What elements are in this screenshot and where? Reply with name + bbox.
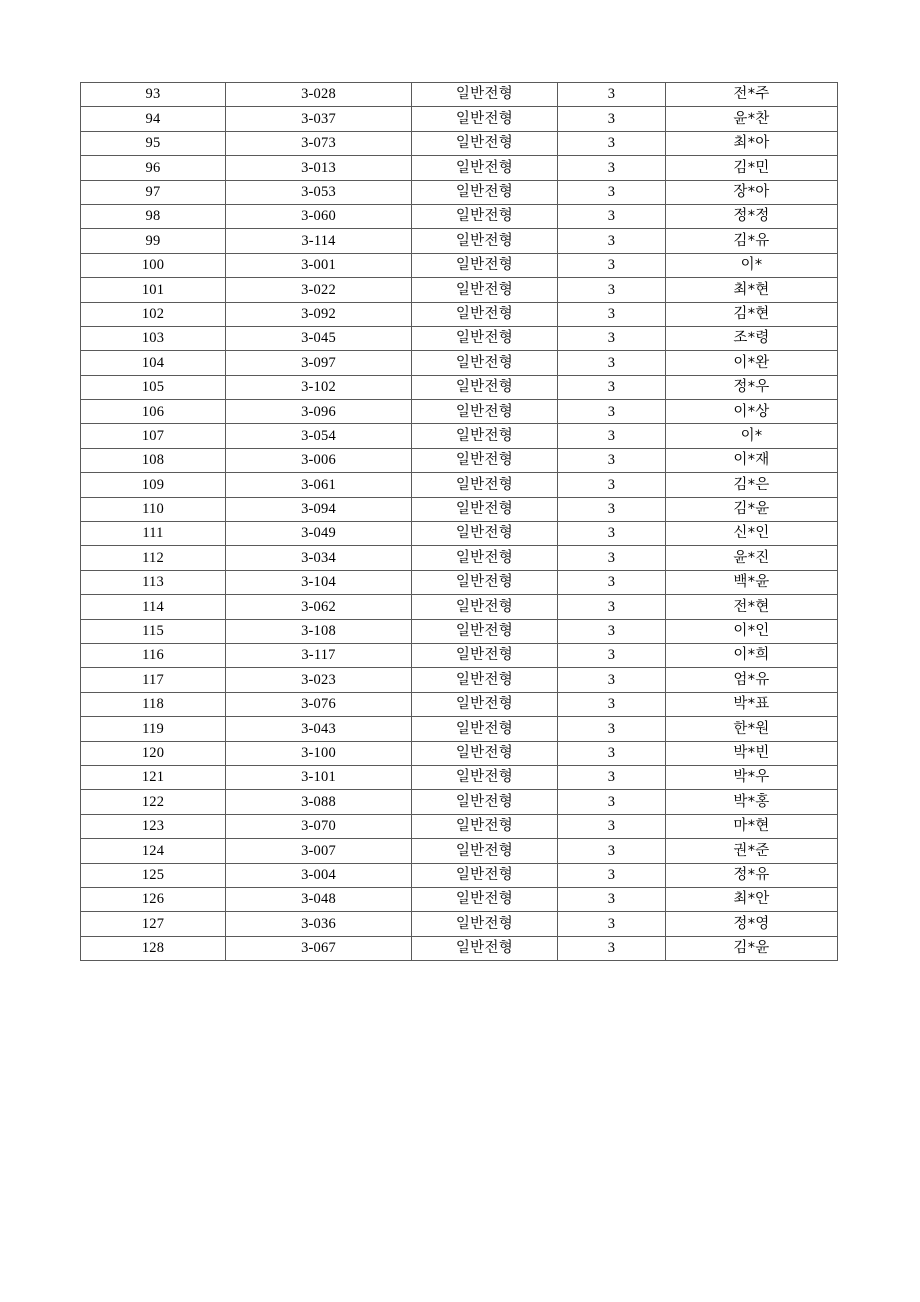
cell-applicant-id: 3-100 <box>226 741 412 765</box>
cell-applicant-name: 박*홍 <box>666 790 838 814</box>
table-row <box>81 497 838 521</box>
cell-sequence-number: 120 <box>81 741 226 765</box>
cell-applicant-name: 전*현 <box>666 595 838 619</box>
cell-admission-type: 일반전형 <box>412 717 558 741</box>
cell-admission-type: 일반전형 <box>412 595 558 619</box>
table-row <box>81 595 838 619</box>
cell-sequence-number: 102 <box>81 302 226 326</box>
cell-applicant-id: 3-007 <box>226 839 412 863</box>
cell-applicant-name: 이* <box>666 424 838 448</box>
cell-applicant-id: 3-060 <box>226 204 412 228</box>
cell-sequence-number: 110 <box>81 497 226 521</box>
cell-grade-level: 3 <box>558 156 666 180</box>
cell-sequence-number: 109 <box>81 473 226 497</box>
cell-applicant-id: 3-001 <box>226 253 412 277</box>
cell-admission-type: 일반전형 <box>412 351 558 375</box>
cell-admission-type: 일반전형 <box>412 83 558 107</box>
cell-applicant-id: 3-004 <box>226 863 412 887</box>
table-row <box>81 887 838 911</box>
cell-admission-type: 일반전형 <box>412 156 558 180</box>
table-row <box>81 83 838 107</box>
cell-applicant-id: 3-034 <box>226 546 412 570</box>
cell-applicant-name: 이*상 <box>666 400 838 424</box>
cell-sequence-number: 98 <box>81 204 226 228</box>
table-row <box>81 204 838 228</box>
cell-applicant-id: 3-097 <box>226 351 412 375</box>
cell-applicant-name: 박*빈 <box>666 741 838 765</box>
cell-applicant-name: 최*아 <box>666 131 838 155</box>
cell-applicant-name: 김*윤 <box>666 936 838 960</box>
cell-grade-level: 3 <box>558 522 666 546</box>
cell-applicant-name: 최*안 <box>666 887 838 911</box>
table-row <box>81 790 838 814</box>
cell-grade-level: 3 <box>558 936 666 960</box>
cell-admission-type: 일반전형 <box>412 790 558 814</box>
cell-grade-level: 3 <box>558 887 666 911</box>
cell-sequence-number: 117 <box>81 668 226 692</box>
cell-admission-type: 일반전형 <box>412 424 558 448</box>
cell-sequence-number: 116 <box>81 643 226 667</box>
cell-admission-type: 일반전형 <box>412 887 558 911</box>
table-row <box>81 570 838 594</box>
cell-applicant-id: 3-045 <box>226 326 412 350</box>
cell-applicant-name: 정*우 <box>666 375 838 399</box>
cell-admission-type: 일반전형 <box>412 229 558 253</box>
cell-applicant-id: 3-102 <box>226 375 412 399</box>
cell-applicant-id: 3-101 <box>226 765 412 789</box>
cell-sequence-number: 107 <box>81 424 226 448</box>
cell-grade-level: 3 <box>558 814 666 838</box>
table-row <box>81 668 838 692</box>
cell-grade-level: 3 <box>558 912 666 936</box>
cell-applicant-name: 박*표 <box>666 692 838 716</box>
cell-sequence-number: 104 <box>81 351 226 375</box>
cell-admission-type: 일반전형 <box>412 131 558 155</box>
cell-admission-type: 일반전형 <box>412 546 558 570</box>
cell-grade-level: 3 <box>558 278 666 302</box>
cell-admission-type: 일반전형 <box>412 302 558 326</box>
cell-sequence-number: 127 <box>81 912 226 936</box>
cell-applicant-name: 이*희 <box>666 643 838 667</box>
cell-applicant-id: 3-073 <box>226 131 412 155</box>
cell-applicant-id: 3-054 <box>226 424 412 448</box>
cell-grade-level: 3 <box>558 375 666 399</box>
table-row <box>81 717 838 741</box>
cell-admission-type: 일반전형 <box>412 863 558 887</box>
table-row <box>81 351 838 375</box>
table-row <box>81 424 838 448</box>
cell-grade-level: 3 <box>558 204 666 228</box>
cell-applicant-id: 3-023 <box>226 668 412 692</box>
cell-applicant-name: 김*현 <box>666 302 838 326</box>
cell-admission-type: 일반전형 <box>412 619 558 643</box>
cell-applicant-name: 장*아 <box>666 180 838 204</box>
cell-sequence-number: 108 <box>81 448 226 472</box>
cell-admission-type: 일반전형 <box>412 570 558 594</box>
cell-sequence-number: 118 <box>81 692 226 716</box>
table-row <box>81 400 838 424</box>
cell-applicant-id: 3-096 <box>226 400 412 424</box>
table-row <box>81 156 838 180</box>
table-row <box>81 643 838 667</box>
cell-applicant-name: 김*윤 <box>666 497 838 521</box>
table-row <box>81 619 838 643</box>
cell-sequence-number: 97 <box>81 180 226 204</box>
cell-grade-level: 3 <box>558 180 666 204</box>
cell-admission-type: 일반전형 <box>412 839 558 863</box>
cell-sequence-number: 103 <box>81 326 226 350</box>
cell-sequence-number: 101 <box>81 278 226 302</box>
table-row <box>81 839 838 863</box>
cell-applicant-name: 정*영 <box>666 912 838 936</box>
cell-sequence-number: 94 <box>81 107 226 131</box>
cell-grade-level: 3 <box>558 692 666 716</box>
cell-sequence-number: 100 <box>81 253 226 277</box>
table-row <box>81 473 838 497</box>
cell-applicant-name: 김*민 <box>666 156 838 180</box>
cell-grade-level: 3 <box>558 229 666 253</box>
cell-grade-level: 3 <box>558 668 666 692</box>
cell-applicant-id: 3-061 <box>226 473 412 497</box>
cell-admission-type: 일반전형 <box>412 107 558 131</box>
table-row <box>81 936 838 960</box>
cell-applicant-id: 3-070 <box>226 814 412 838</box>
cell-applicant-name: 권*준 <box>666 839 838 863</box>
cell-admission-type: 일반전형 <box>412 497 558 521</box>
cell-sequence-number: 114 <box>81 595 226 619</box>
cell-admission-type: 일반전형 <box>412 253 558 277</box>
cell-grade-level: 3 <box>558 448 666 472</box>
roster-table <box>80 82 838 961</box>
cell-applicant-name: 마*현 <box>666 814 838 838</box>
cell-grade-level: 3 <box>558 424 666 448</box>
cell-applicant-id: 3-049 <box>226 522 412 546</box>
cell-admission-type: 일반전형 <box>412 692 558 716</box>
cell-applicant-id: 3-013 <box>226 156 412 180</box>
cell-grade-level: 3 <box>558 253 666 277</box>
cell-grade-level: 3 <box>558 570 666 594</box>
cell-grade-level: 3 <box>558 326 666 350</box>
table-row <box>81 229 838 253</box>
cell-applicant-name: 한*원 <box>666 717 838 741</box>
cell-applicant-name: 조*령 <box>666 326 838 350</box>
cell-applicant-id: 3-006 <box>226 448 412 472</box>
cell-admission-type: 일반전형 <box>412 912 558 936</box>
cell-admission-type: 일반전형 <box>412 204 558 228</box>
cell-applicant-name: 이*완 <box>666 351 838 375</box>
cell-applicant-name: 백*윤 <box>666 570 838 594</box>
cell-admission-type: 일반전형 <box>412 643 558 667</box>
cell-grade-level: 3 <box>558 302 666 326</box>
cell-admission-type: 일반전형 <box>412 936 558 960</box>
cell-grade-level: 3 <box>558 619 666 643</box>
cell-grade-level: 3 <box>558 473 666 497</box>
table-row <box>81 814 838 838</box>
cell-applicant-name: 이*재 <box>666 448 838 472</box>
cell-sequence-number: 128 <box>81 936 226 960</box>
cell-applicant-id: 3-053 <box>226 180 412 204</box>
cell-applicant-id: 3-037 <box>226 107 412 131</box>
cell-applicant-id: 3-076 <box>226 692 412 716</box>
cell-applicant-id: 3-092 <box>226 302 412 326</box>
table-row <box>81 253 838 277</box>
roster-table-body <box>81 83 838 961</box>
cell-applicant-name: 정*유 <box>666 863 838 887</box>
cell-applicant-id: 3-036 <box>226 912 412 936</box>
cell-grade-level: 3 <box>558 546 666 570</box>
table-row <box>81 522 838 546</box>
cell-grade-level: 3 <box>558 107 666 131</box>
cell-applicant-id: 3-028 <box>226 83 412 107</box>
cell-admission-type: 일반전형 <box>412 448 558 472</box>
cell-grade-level: 3 <box>558 643 666 667</box>
cell-applicant-name: 최*현 <box>666 278 838 302</box>
cell-sequence-number: 124 <box>81 839 226 863</box>
cell-admission-type: 일반전형 <box>412 668 558 692</box>
cell-admission-type: 일반전형 <box>412 180 558 204</box>
cell-grade-level: 3 <box>558 863 666 887</box>
table-row <box>81 302 838 326</box>
cell-sequence-number: 122 <box>81 790 226 814</box>
cell-applicant-name: 박*우 <box>666 765 838 789</box>
cell-grade-level: 3 <box>558 741 666 765</box>
cell-grade-level: 3 <box>558 83 666 107</box>
cell-admission-type: 일반전형 <box>412 741 558 765</box>
cell-sequence-number: 105 <box>81 375 226 399</box>
cell-sequence-number: 93 <box>81 83 226 107</box>
cell-sequence-number: 111 <box>81 522 226 546</box>
cell-admission-type: 일반전형 <box>412 522 558 546</box>
table-row <box>81 131 838 155</box>
cell-admission-type: 일반전형 <box>412 326 558 350</box>
cell-applicant-id: 3-108 <box>226 619 412 643</box>
cell-applicant-id: 3-104 <box>226 570 412 594</box>
table-row <box>81 692 838 716</box>
table-row <box>81 863 838 887</box>
cell-applicant-name: 김*유 <box>666 229 838 253</box>
cell-applicant-id: 3-022 <box>226 278 412 302</box>
cell-admission-type: 일반전형 <box>412 814 558 838</box>
cell-applicant-name: 엄*유 <box>666 668 838 692</box>
cell-grade-level: 3 <box>558 839 666 863</box>
roster-table-container <box>80 82 837 961</box>
cell-applicant-name: 신*인 <box>666 522 838 546</box>
cell-applicant-name: 정*정 <box>666 204 838 228</box>
cell-sequence-number: 113 <box>81 570 226 594</box>
table-row <box>81 765 838 789</box>
cell-admission-type: 일반전형 <box>412 278 558 302</box>
table-row <box>81 741 838 765</box>
cell-applicant-id: 3-048 <box>226 887 412 911</box>
cell-applicant-name: 전*주 <box>666 83 838 107</box>
cell-applicant-id: 3-114 <box>226 229 412 253</box>
table-row <box>81 546 838 570</box>
cell-sequence-number: 106 <box>81 400 226 424</box>
cell-admission-type: 일반전형 <box>412 473 558 497</box>
cell-grade-level: 3 <box>558 400 666 424</box>
cell-grade-level: 3 <box>558 131 666 155</box>
cell-grade-level: 3 <box>558 351 666 375</box>
cell-applicant-name: 윤*진 <box>666 546 838 570</box>
table-row <box>81 180 838 204</box>
cell-sequence-number: 96 <box>81 156 226 180</box>
cell-sequence-number: 119 <box>81 717 226 741</box>
table-row <box>81 278 838 302</box>
cell-grade-level: 3 <box>558 765 666 789</box>
cell-applicant-name: 이* <box>666 253 838 277</box>
cell-admission-type: 일반전형 <box>412 375 558 399</box>
cell-applicant-name: 이*인 <box>666 619 838 643</box>
cell-applicant-name: 김*은 <box>666 473 838 497</box>
cell-sequence-number: 126 <box>81 887 226 911</box>
cell-applicant-id: 3-043 <box>226 717 412 741</box>
cell-admission-type: 일반전형 <box>412 765 558 789</box>
cell-applicant-id: 3-067 <box>226 936 412 960</box>
cell-applicant-id: 3-062 <box>226 595 412 619</box>
cell-grade-level: 3 <box>558 497 666 521</box>
table-row <box>81 107 838 131</box>
table-row <box>81 326 838 350</box>
cell-sequence-number: 123 <box>81 814 226 838</box>
cell-grade-level: 3 <box>558 790 666 814</box>
cell-applicant-name: 윤*찬 <box>666 107 838 131</box>
cell-sequence-number: 115 <box>81 619 226 643</box>
table-row <box>81 912 838 936</box>
cell-applicant-id: 3-094 <box>226 497 412 521</box>
cell-grade-level: 3 <box>558 595 666 619</box>
cell-sequence-number: 121 <box>81 765 226 789</box>
cell-sequence-number: 125 <box>81 863 226 887</box>
table-row <box>81 375 838 399</box>
cell-sequence-number: 99 <box>81 229 226 253</box>
cell-sequence-number: 95 <box>81 131 226 155</box>
cell-admission-type: 일반전형 <box>412 400 558 424</box>
table-row <box>81 448 838 472</box>
cell-applicant-id: 3-088 <box>226 790 412 814</box>
cell-grade-level: 3 <box>558 717 666 741</box>
cell-applicant-id: 3-117 <box>226 643 412 667</box>
cell-sequence-number: 112 <box>81 546 226 570</box>
